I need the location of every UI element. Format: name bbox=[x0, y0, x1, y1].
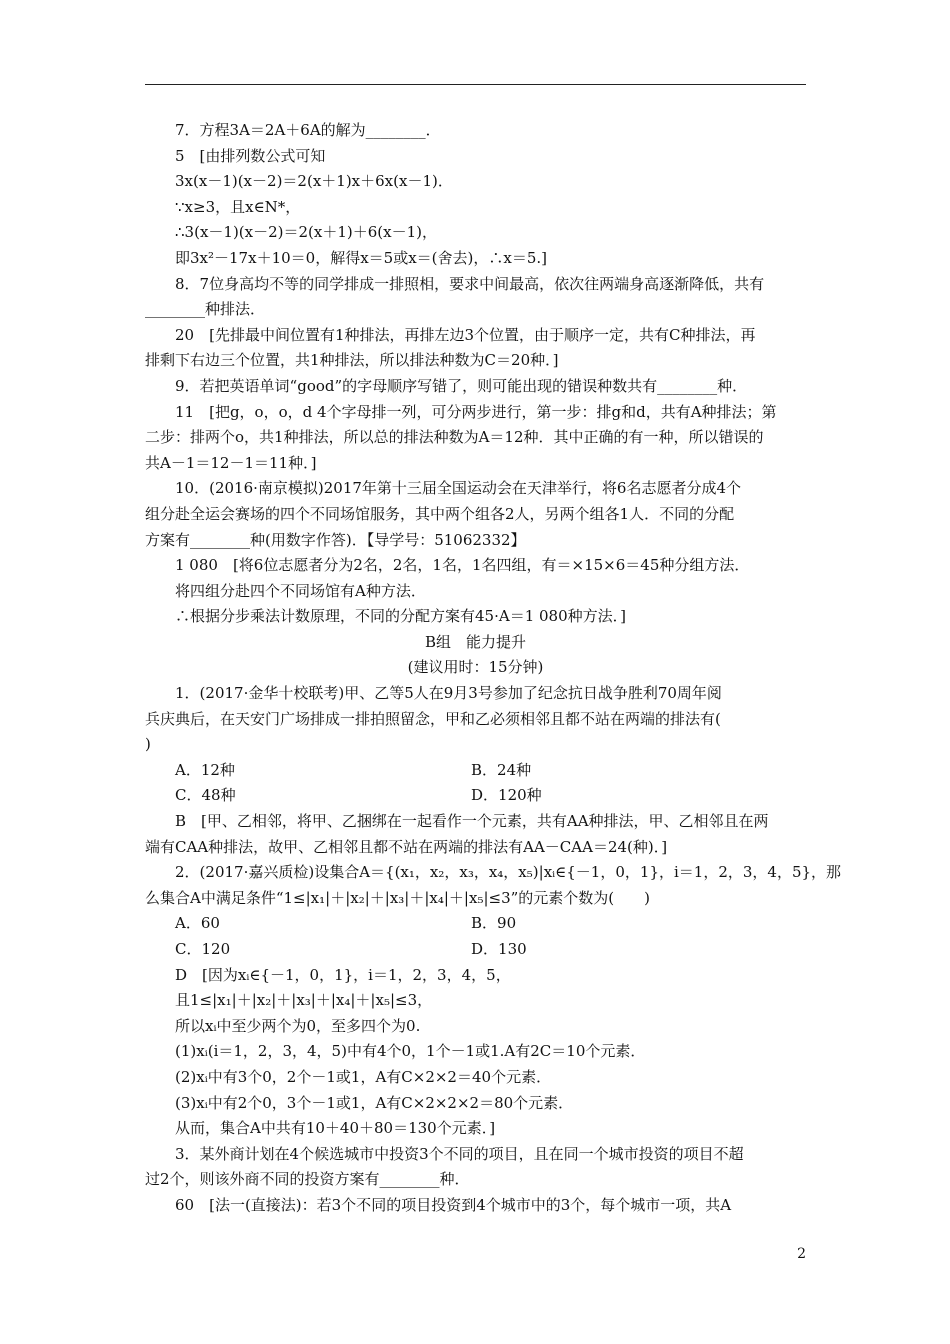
b2-answer-cont: 从而，集合A中共有10＋40＋80＝130个元素．] bbox=[175, 1119, 496, 1138]
q7-question: 7．方程3A＝2A＋6A的解为________． bbox=[175, 121, 441, 139]
b1-answer: B [甲、乙相邻，将甲、乙捆绑在一起看作一个元素，共有AA种排法，甲、乙相邻且在两 bbox=[175, 812, 769, 831]
b2-answer-cont: 且1≤|x₁|＋|x₂|＋|x₃|＋|x₄|＋|x₅|≤3， bbox=[175, 991, 433, 1010]
b2-answer-cont: (3)xᵢ中有2个0，3个－1或1，A有C×2×2×2＝80个元素． bbox=[175, 1093, 574, 1112]
q10-answer-cont: 将四组分赴四个不同场馆有A种方法． bbox=[175, 581, 426, 600]
q10-question-cont: 方案有________种(用数字作答)．【导学号：51062332】 bbox=[145, 530, 526, 549]
q7-answer-line: ∵x≥3，且x∈N*， bbox=[175, 197, 301, 216]
q10-answer: 1 080 [将6位志愿者分为2名，2名，1名，1名四组，有＝×15×6＝45种分组方法． bbox=[175, 556, 750, 575]
option-b: B．24种 bbox=[471, 760, 532, 779]
q10-question: 10．(2016·南京模拟)2017年第十三届全国运动会在天津举行，将6名志愿者分成4个 bbox=[175, 479, 741, 498]
option-a: A．60 bbox=[175, 914, 220, 933]
b2-answer-cont: (2)xᵢ中有3个0，2个－1或1，A有C×2×2＝40个元素． bbox=[175, 1067, 552, 1086]
q9-answer-cont: 二步：排两个o，共1种排法，所以总的排法种数为A＝12种．其中正确的有一种，所以错误的 bbox=[145, 428, 764, 447]
section-title: B组 能力提升 bbox=[424, 632, 527, 651]
q8-question: 8．7位身高均不等的同学排成一排照相，要求中间最高，依次往两端身高逐渐降低，共有 bbox=[175, 274, 765, 293]
b2-answer-cont: (1)xᵢ(i＝1，2，3，4，5)中有4个0，1个－1或1.A有2C＝10个元素． bbox=[175, 1042, 646, 1061]
b3-question: 3．某外商计划在4个候选城市中投资3个不同的项目，且在同一个城市投资的项目不超 bbox=[175, 1144, 744, 1163]
b2-answer: D [因为xᵢ∈{－1，0，1}，i＝1，2，3，4，5， bbox=[175, 965, 511, 984]
b1-options-row bbox=[145, 783, 806, 809]
option-d: D．130 bbox=[471, 940, 527, 958]
b1-question-cont: 兵庆典后，在天安门广场排成一排拍照留念，甲和乙必须相邻且都不站在两端的排法有( bbox=[145, 709, 721, 728]
q9-answer: 11 [把g，o，o，d 4个字母排一列，可分两步进行，第一步：排g和d，共有A种排法；第 bbox=[175, 402, 777, 421]
b3-question-cont: 过2个，则该外商不同的投资方案有________种． bbox=[145, 1170, 470, 1189]
q9-question: 9．若把英语单词“good”的字母顺序写错了，则可能出现的错误种数共有________种． bbox=[175, 376, 748, 395]
section-subtitle: (建议用时：15分钟) bbox=[407, 658, 544, 677]
q7-answer-line: ∴3(x－1)(x－2)＝2(x＋1)＋6(x－1)， bbox=[175, 223, 438, 242]
q8-answer: 20 [先排最中间位置有1种排法，再排左边3个位置，由于顺序一定，共有C种排法，再 bbox=[175, 325, 756, 344]
b2-question: 2．(2017·嘉兴质检)设集合A＝{(x₁，x₂，x₃，x₄，x₅)|xᵢ∈{－1，0，1}，i＝1，2，3，4，5}，那 bbox=[175, 863, 842, 882]
option-c: C．120 bbox=[175, 940, 231, 958]
b1-answer-cont: 端有CAA种排法，故甲、乙相邻且都不站在两端的排法有AA－CAA＝24(种)．] bbox=[145, 837, 668, 856]
header-rule bbox=[145, 84, 806, 85]
b1-options-row bbox=[145, 758, 806, 784]
b2-options-row bbox=[145, 937, 806, 963]
document-body bbox=[145, 118, 842, 1219]
page-number: 2 bbox=[797, 1246, 806, 1262]
b3-answer: 60 [法一(直接法)：若3个不同的项目投资到4个城市中的3个，每个城市一项，共A bbox=[175, 1195, 732, 1214]
option-c: C．48种 bbox=[175, 786, 236, 805]
q7-answer-line: 5 [由排列数公式可知 bbox=[175, 146, 326, 165]
b2-options-row bbox=[145, 911, 806, 937]
option-a: A．12种 bbox=[175, 760, 235, 779]
q8-question-cont: ________种排法． bbox=[145, 300, 266, 319]
q10-question-cont: 组分赴全运会赛场的四个不同场馆服务，其中两个组各2人，另两个组各1人．不同的分配 bbox=[145, 504, 735, 523]
option-d: D．120种 bbox=[471, 786, 542, 805]
q9-answer-cont: 共A－1＝12－1＝11种．] bbox=[145, 453, 317, 472]
q8-answer-cont: 排剩下右边三个位置，共1种排法，所以排法种数为C＝20种．] bbox=[145, 351, 559, 370]
b1-question-cont: ) bbox=[145, 735, 151, 754]
b2-answer-cont: 所以xᵢ中至少两个为0，至多四个为0. bbox=[175, 1016, 421, 1035]
q10-answer-cont: ∴根据分步乘法计数原理，不同的分配方案有45·A＝1 080种方法．] bbox=[175, 607, 626, 626]
option-b: B．90 bbox=[471, 914, 517, 933]
q7-answer-line: 3x(x－1)(x－2)＝2(x＋1)x＋6x(x－1)． bbox=[175, 172, 453, 191]
q7-answer-line: 即3x²－17x＋10＝0，解得x＝5或x＝(舍去)，∴x＝5.] bbox=[175, 248, 547, 267]
b1-question: 1．(2017·金华十校联考)甲、乙等5人在9月3号参加了纪念抗日战争胜利70周年阅 bbox=[175, 684, 722, 703]
b2-question-cont: 么集合A中满足条件“1≤|x₁|＋|x₂|＋|x₃|＋|x₄|＋|x₅|≤3”的元素个数为( ) bbox=[145, 888, 650, 907]
